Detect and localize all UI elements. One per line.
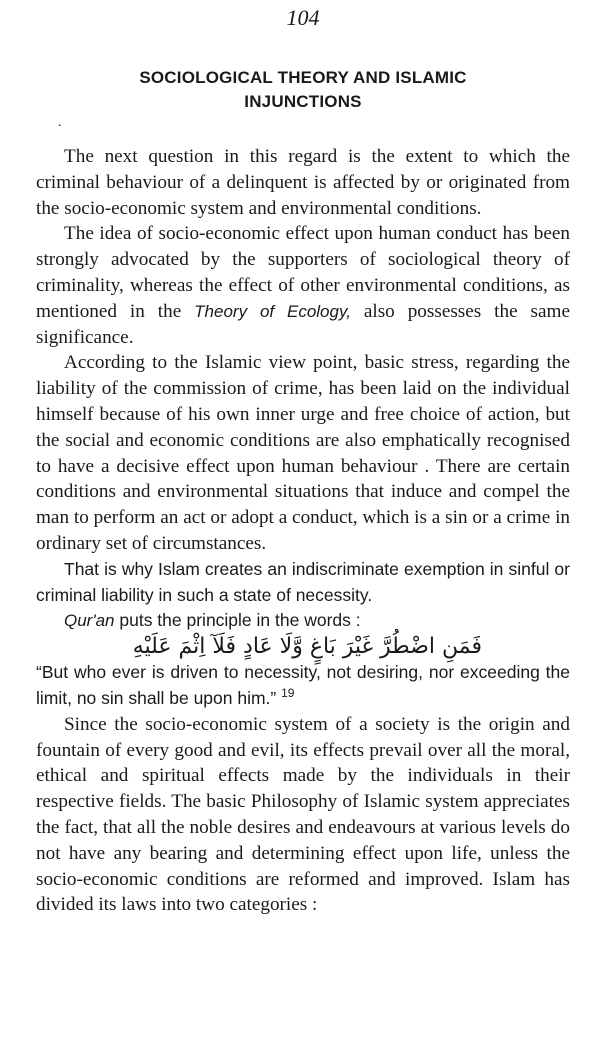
paragraph-1: The next question in this regard is the extent to which the criminal behaviour of a delinquent is affected by or originated from the socio-economic system and environmental conditions. xyxy=(36,146,570,219)
heading-line-2: INJUNCTIONS xyxy=(244,92,362,111)
quote-text: “But who ever is driven to necessity, not desiring, nor exceeding the limit, no sin shall be upon him.” xyxy=(36,662,570,708)
paragraph-2 xyxy=(36,221,570,350)
body-text xyxy=(36,144,570,918)
paragraph-2-text-end: also possesses the same significance. xyxy=(36,300,570,348)
paragraph-2-text-start: The idea of socio-economic effect upon human conduct has been strongly advocated by the supporters of sociological theory of criminality, whereas the effect of other environmental conditions, as mentioned in the xyxy=(36,223,570,322)
quran-term: Qur'an xyxy=(64,611,115,631)
chapter-heading xyxy=(36,66,570,114)
heading-line-1: SOCIOLOGICAL THEORY AND ISLAMIC xyxy=(139,68,467,87)
page-number: 104 xyxy=(286,5,320,30)
stray-mark: . xyxy=(58,115,62,130)
translated-quote xyxy=(36,660,570,712)
arabic-verse: فَمَنِ اضْطُرَّ غَيْرَ بَاغٍ وَّلَا عَادٍ فَلَآ اِثْمَ عَلَيْهِ xyxy=(132,634,482,660)
stray-mark-row xyxy=(36,114,570,144)
footnote-marker: 19 xyxy=(281,686,295,701)
paragraph-4: That is why Islam creates an indiscriminate exemption in sinful or criminal liability in such a state of necessity. xyxy=(36,558,570,605)
paragraph-3: According to the Islamic view point, basic stress, regarding the liability of the commission of crime, has been laid on the individual himself because of his own inner urge and free choice of action, but the social and economic conditions are also emphatically recognised to have a decisive effect upon human behaviour . There are certain conditions and environmental situations that induce and compel the man to perform an act or adopt a conduct, which is a sin or a crime in ordinary set of circumstances. xyxy=(36,352,570,554)
paragraph-5 xyxy=(36,608,570,634)
paragraph-6: Since the socio-economic system of a society is the origin and fountain of every good and evil, its effects prevail over all the moral, ethical and spiritual effects made by the individuals in their respective fields. The basic Philosophy of Islamic system appreciates the fact, that all the noble desires and endeavours at various levels do not have any bearing and determining effect upon life, unless the socio-economic conditions are reformed and improved. Islam has divided its laws into two categories : xyxy=(36,713,570,916)
theory-of-ecology-term: Theory of Ecology, xyxy=(194,301,351,321)
paragraph-5-text: puts the principle in the words : xyxy=(114,610,361,631)
